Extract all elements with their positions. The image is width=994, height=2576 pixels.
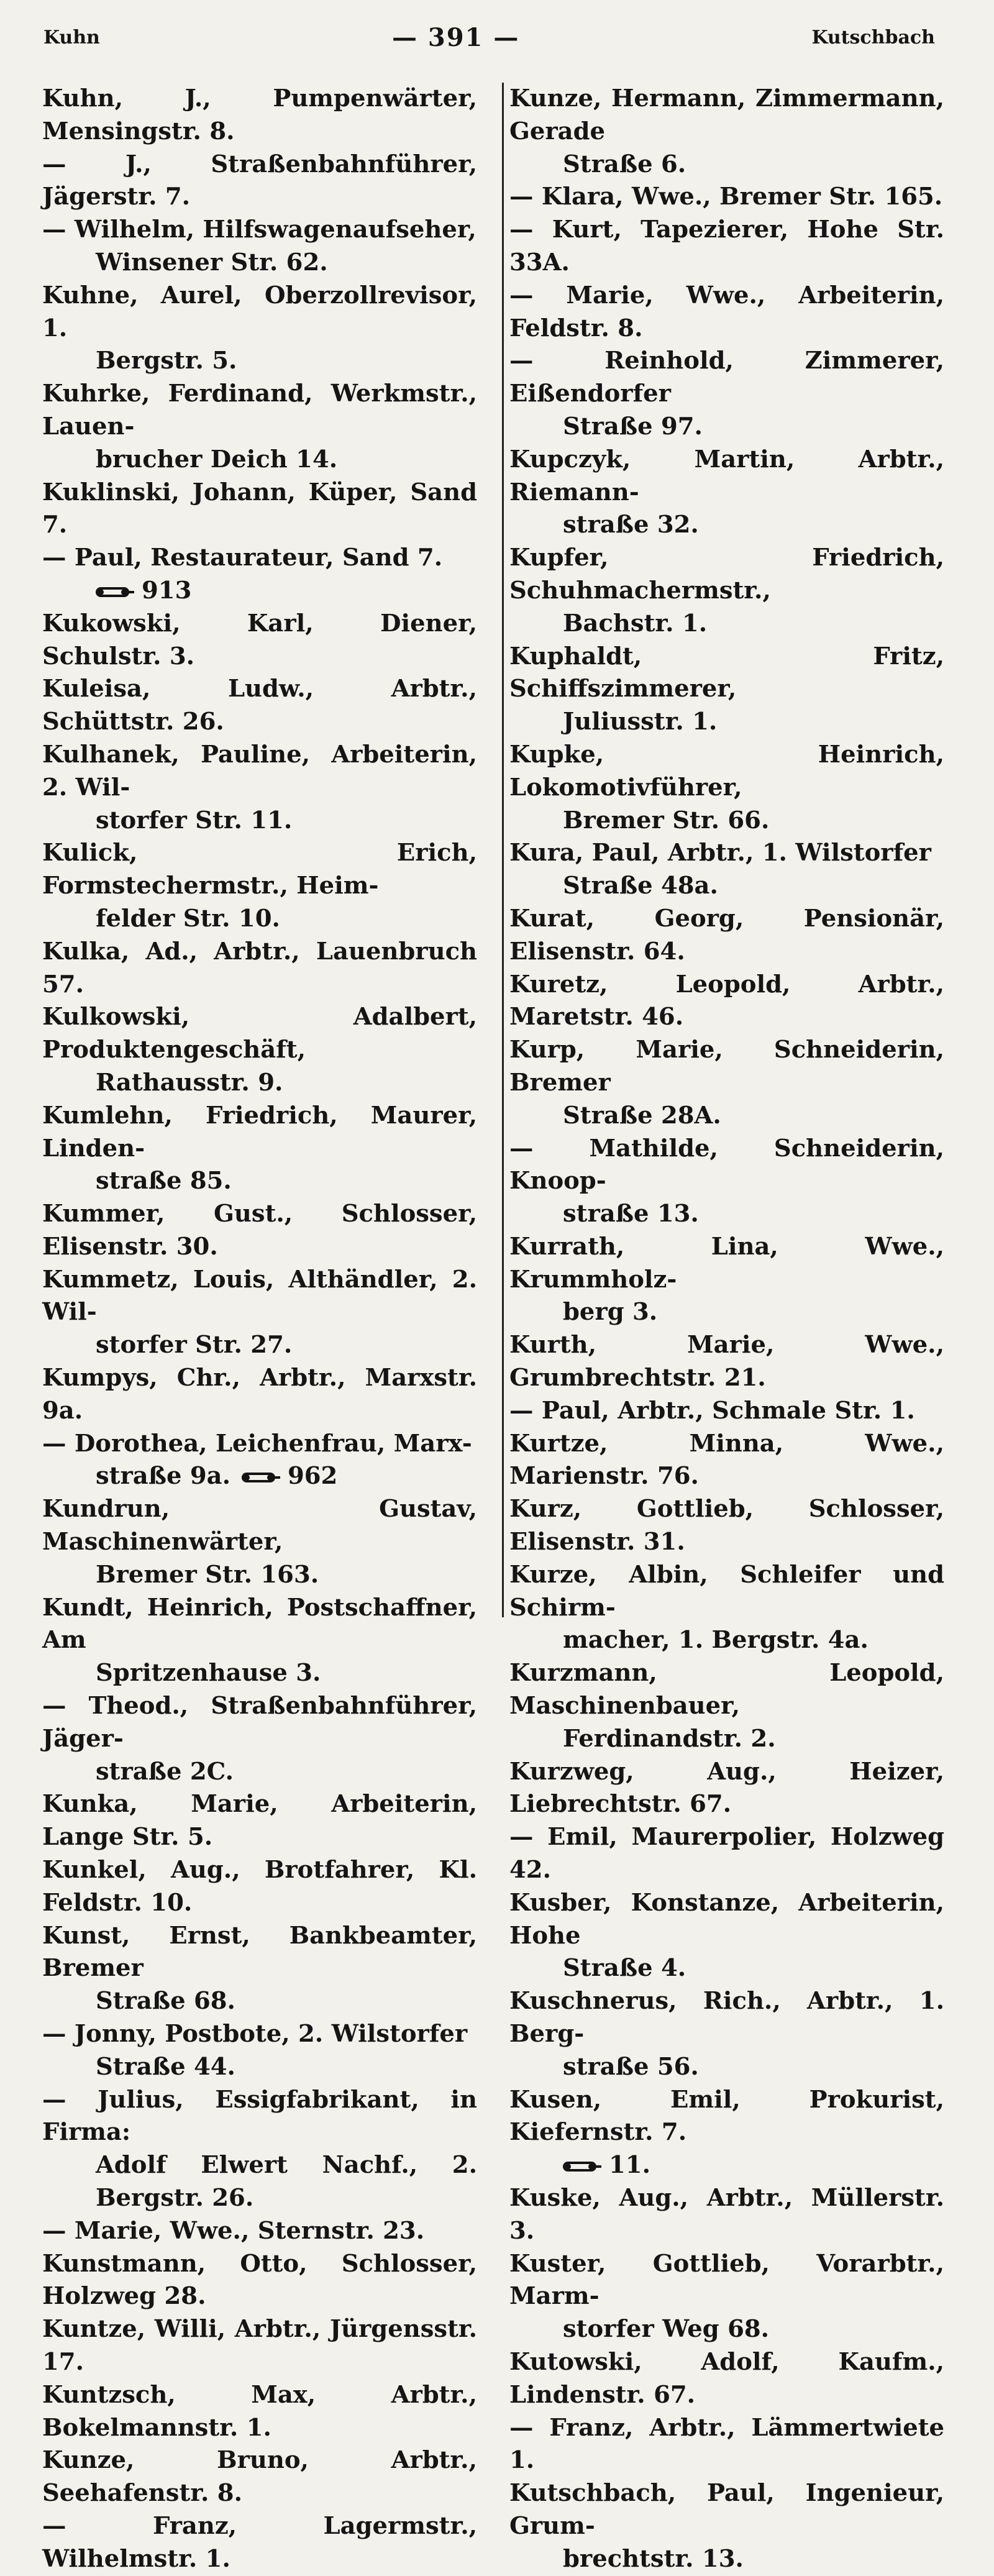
entry-line: Kumlehn, Friedrich, Maurer, Linden- <box>42 1101 477 1162</box>
directory-entry <box>42 2215 477 2248</box>
directory-entry <box>42 1493 477 1591</box>
entry-line: Kurth, Marie, Wwe., Grumbrechtstr. 21. <box>509 1331 944 1392</box>
entry-continuation-line: Straße 48a. <box>563 872 718 900</box>
entry-line: Kurtze, Minna, Wwe., Marienstr. 76. <box>509 1429 944 1491</box>
directory-entry <box>509 1395 944 1428</box>
phone-number: 913 <box>142 576 192 605</box>
directory-entry <box>42 1920 477 2018</box>
entry-line: Kurzmann, Leopold, Maschinenbauer, <box>509 1659 944 1720</box>
directory-entry <box>509 1887 944 1985</box>
entry-line: — Franz, Arbtr., Lämmertwiete 1. <box>509 2413 944 2475</box>
entry-line: — Reinhold, Zimmerer, Eißendorfer <box>509 347 944 408</box>
directory-entry <box>42 936 477 1002</box>
directory-entry <box>42 2444 477 2510</box>
entry-line: Kupfer, Friedrich, Schuhmachermstr., <box>509 544 944 605</box>
entry-line: Kuphaldt, Fritz, Schiffszimmerer, <box>509 642 944 703</box>
directory-entry <box>509 1133 944 1231</box>
entry-line: Kutowski, Adolf, Kaufm., Lindenstr. 67. <box>509 2347 944 2409</box>
page-header <box>43 19 935 56</box>
entry-line: Kukowski, Karl, Diener, Schulstr. 3. <box>42 609 477 670</box>
entry-continuation-line: brechtstr. 13. <box>563 2544 744 2573</box>
directory-entry <box>42 1428 477 1494</box>
entry-line: Kupczyk, Martin, Arbtr., Riemann- <box>509 445 944 506</box>
entry-line: Kurze, Albin, Schleifer und Schirm- <box>509 1560 944 1622</box>
directory-entry <box>42 1100 477 1198</box>
entry-line: — Wilhelm, Hilfswagenaufseher, <box>42 216 476 244</box>
directory-entry <box>509 1657 944 1755</box>
entry-line: Kuklinski, Johann, Küper, Sand 7. <box>42 478 477 539</box>
entry-line: — Mathilde, Schneiderin, Knoop- <box>509 1134 944 1195</box>
directory-entry <box>509 2477 944 2575</box>
entry-continuation-line: Winsener Str. 62. <box>96 248 328 276</box>
directory-entry <box>42 280 477 378</box>
directory-entry <box>42 608 477 674</box>
directory-entry <box>42 542 477 608</box>
directory-entry <box>42 83 477 148</box>
entry-line: — Jonny, Postbote, 2. Wilstorfer <box>42 2020 468 2048</box>
entry-line: Kunst, Ernst, Bankbeamter, Bremer <box>42 1921 477 1983</box>
directory-entry <box>509 280 944 345</box>
entry-line: — Theod., Straßenbahnführer, Jäger- <box>42 1692 477 1753</box>
entry-continuation-line: Rathausstr. 9. <box>96 1068 283 1097</box>
telephone-icon <box>563 2158 603 2175</box>
entry-line: Kunze, Bruno, Arbtr., Seehafenstr. 8. <box>42 2446 477 2508</box>
directory-entry <box>509 181 944 214</box>
entry-line: Kuster, Gottlieb, Vorarbtr., Marm- <box>509 2249 944 2311</box>
entry-line: — Paul, Restaurateur, Sand 7. <box>42 544 443 572</box>
directory-entry <box>509 2412 944 2478</box>
directory-entry <box>509 542 944 640</box>
right-column <box>509 83 944 2576</box>
entry-line: Kummetz, Louis, Althändler, 2. Wil- <box>42 1265 477 1327</box>
entry-line: Kundrun, Gustav, Maschinenwärter, <box>42 1495 477 1556</box>
entry-continuation-line: straße 13. <box>563 1200 699 1228</box>
directory-entry <box>509 2084 944 2182</box>
entry-continuation-line: Straße 28A. <box>563 1101 721 1130</box>
phone-number: 11. <box>609 2151 650 2180</box>
entry-line: Kuschnerus, Rich., Arbtr., 1. Berg- <box>509 1987 944 2048</box>
entry-continuation-line: Bremer Str. 66. <box>563 806 770 834</box>
entry-line: Kuhne, Aurel, Oberzollrevisor, 1. <box>42 281 477 342</box>
entry-line: Kulick, Erich, Formstechermstr., Heim- <box>42 839 477 900</box>
directory-entry <box>509 837 944 903</box>
directory-entry <box>42 2018 477 2084</box>
directory-entry <box>42 1264 477 1362</box>
entry-continuation-line: storfer Str. 11. <box>96 806 293 834</box>
entry-continuation-line: Bremer Str. 163. <box>96 1560 319 1589</box>
entry-line: Kuntze, Willi, Arbtr., Jürgensstr. 17. <box>42 2315 477 2376</box>
directory-entry <box>42 739 477 837</box>
directory-entry <box>509 1231 944 1329</box>
entry-line: Kunkel, Aug., Brotfahrer, Kl. Feldstr. 10. <box>42 1856 477 1917</box>
directory-entry <box>509 1428 944 1494</box>
entry-phone-line <box>42 575 477 608</box>
directory-entry <box>509 345 944 443</box>
entry-continuation-line: straße 32. <box>563 511 699 539</box>
phone-number: 962 <box>287 1462 338 1491</box>
directory-entry <box>42 214 477 280</box>
directory-entry <box>509 903 944 969</box>
entry-continuation-line: berg 3. <box>563 1298 658 1327</box>
entry-line: Kura, Paul, Arbtr., 1. Wilstorfer <box>509 839 931 867</box>
entry-line: — Dorothea, Leichenfrau, Marx- <box>42 1429 472 1458</box>
entry-line: Kutschbach, Paul, Ingenieur, Grum- <box>509 2479 944 2540</box>
entry-continuation-line: storfer Weg 68. <box>563 2315 770 2344</box>
entry-continuation-line: Straße 6. <box>563 150 686 178</box>
entry-continuation-line: straße 85. <box>96 1167 232 1195</box>
entry-continuation-line: Bachstr. 1. <box>563 609 708 637</box>
entry-line: Kusber, Konstanze, Arbeiterin, Hohe <box>509 1888 944 1950</box>
left-column <box>42 83 477 2576</box>
entry-line: Kurrath, Lina, Wwe., Krummholz- <box>509 1232 944 1294</box>
entry-continuation-line: Straße 44. <box>96 2052 235 2081</box>
directory-entry <box>509 739 944 837</box>
entry-continuation-line: Straße 68. <box>96 1987 235 2016</box>
telephone-icon <box>242 1469 281 1486</box>
entry-line: Kurat, Georg, Pensionär, Elisenstr. 64. <box>509 904 944 966</box>
entry-line: Kunka, Marie, Arbeiterin, Lange Str. 5. <box>42 1790 477 1852</box>
entry-line: Kupke, Heinrich, Lokomotivführer, <box>509 740 944 802</box>
directory-entry <box>42 1001 477 1099</box>
directory-entry <box>42 1854 477 1920</box>
entry-line: Kurp, Marie, Schneiderin, Bremer <box>509 1036 944 1097</box>
directory-entry <box>509 1493 944 1559</box>
entry-continuation-line: Adolf Elwert Nachf., 2. Bergstr. 26. <box>96 2151 477 2212</box>
entry-continuation-line: Straße 4. <box>563 1954 686 1983</box>
directory-entry <box>42 2084 477 2215</box>
directory-entry <box>509 1559 944 1657</box>
entry-continuation-line: straße 9a. 962 <box>96 1462 338 1491</box>
directory-entry <box>42 2313 477 2379</box>
telephone-icon <box>96 584 135 600</box>
entry-continuation-line: brucher Deich 14. <box>96 445 338 473</box>
entry-line: Kunze, Hermann, Zimmermann, Gerade <box>509 84 944 145</box>
entry-line: — Julius, Essigfabrikant, in Firma: <box>42 2085 477 2147</box>
entry-continuation-line: straße 2C. <box>96 1757 234 1786</box>
entry-continuation-line: Ferdinandstr. 2. <box>563 1724 776 1753</box>
directory-entry <box>509 2248 944 2346</box>
entry-line: Kurz, Gottlieb, Schlosser, Elisenstr. 31. <box>509 1495 944 1556</box>
entry-line: — J., Straßenbahnführer, Jägerstr. 7. <box>42 150 477 211</box>
entry-line: Kummer, Gust., Schlosser, Elisenstr. 30. <box>42 1200 477 1261</box>
directory-entry <box>42 1592 477 1690</box>
entry-line: Kumpys, Chr., Arbtr., Marxstr. 9a. <box>42 1364 477 1425</box>
entry-line: — Marie, Wwe., Arbeiterin, Feldstr. 8. <box>509 281 944 342</box>
entry-continuation-line: macher, 1. Bergstr. 4a. <box>563 1626 869 1655</box>
entry-phone-line <box>509 2149 944 2182</box>
entry-line: — Emil, Maurerpolier, Holzweg 42. <box>509 1823 944 1884</box>
entry-line: Kuretz, Leopold, Arbtr., Maretstr. 46. <box>509 970 944 1031</box>
directory-entry <box>509 1329 944 1395</box>
directory-entry <box>509 444 944 542</box>
entry-line: Kulkowski, Adalbert, Produktengeschäft, <box>42 1003 477 1064</box>
entry-line: Kurzweg, Aug., Heizer, Liebrechtstr. 67. <box>509 1757 944 1819</box>
entry-continuation-line: Straße 97. <box>563 412 703 441</box>
directory-entry <box>509 641 944 739</box>
directory-entry <box>509 1985 944 2083</box>
header-first-name: Kuhn <box>43 26 100 48</box>
directory-entry <box>42 1788 477 1854</box>
entry-line: Kusen, Emil, Prokurist, Kiefernstr. 7. <box>509 2085 944 2147</box>
entry-line: Kuleisa, Ludw., Arbtr., Schüttstr. 26. <box>42 675 477 736</box>
entry-continuation-line: Bergstr. 5. <box>96 347 237 375</box>
directory-entry <box>509 2346 944 2412</box>
entry-line: — Marie, Wwe., Sternstr. 23. <box>42 2216 425 2245</box>
directory-entry <box>42 1690 477 1788</box>
entry-continuation-line: storfer Str. 27. <box>96 1331 293 1359</box>
directory-entry <box>42 477 477 542</box>
entry-continuation-line: Spritzenhause 3. <box>96 1659 321 1688</box>
entry-line: — Kurt, Tapezierer, Hohe Str. 33A. <box>509 216 944 276</box>
entry-line: Kundt, Heinrich, Postschaffner, Am <box>42 1593 477 1655</box>
directory-entry <box>42 2379 477 2445</box>
entry-continuation-line: felder Str. 10. <box>96 904 280 933</box>
directory-entry <box>509 969 944 1035</box>
directory-entry <box>509 214 944 280</box>
entry-line: Kuhn, J., Pumpenwärter, Mensingstr. 8. <box>42 84 477 145</box>
entry-continuation-line: Juliusstr. 1. <box>563 708 718 736</box>
directory-entry <box>42 1362 477 1428</box>
entry-line: — Paul, Arbtr., Schmale Str. 1. <box>509 1396 915 1425</box>
entry-line: Kunstmann, Otto, Schlosser, Holzweg 28. <box>42 2249 477 2311</box>
header-last-name: Kutschbach <box>811 26 935 48</box>
directory-entry <box>42 2510 477 2576</box>
directory-entry <box>42 148 477 214</box>
column-divider <box>502 83 504 1617</box>
entry-continuation-line: straße 56. <box>563 2052 699 2081</box>
entry-line: Kulka, Ad., Arbtr., Lauenbruch 57. <box>42 937 477 998</box>
directory-entry <box>42 2248 477 2314</box>
directory-entry <box>509 83 944 181</box>
directory-entry <box>42 1198 477 1264</box>
directory-entry <box>509 2182 944 2248</box>
entry-line: Kuhrke, Ferdinand, Werkmstr., Lauen- <box>42 380 477 441</box>
entry-line: — Franz, Lagermstr., Wilhelmstr. 1. <box>42 2511 477 2573</box>
entry-line: Kuntzsch, Max, Arbtr., Bokelmannstr. 1. <box>42 2380 477 2442</box>
directory-entry <box>42 378 477 476</box>
entry-line: Kuske, Aug., Arbtr., Müllerstr. 3. <box>509 2184 944 2245</box>
directory-entry <box>509 1756 944 1822</box>
directory-entry <box>509 1821 944 1887</box>
directory-entry <box>509 1034 944 1132</box>
entry-line: — Klara, Wwe., Bremer Str. 165. <box>509 183 943 211</box>
entry-line: Kulhanek, Pauline, Arbeiterin, 2. Wil- <box>42 740 477 802</box>
directory-entry <box>42 673 477 739</box>
directory-entry <box>42 837 477 935</box>
page-number: — 391 — <box>391 22 520 52</box>
